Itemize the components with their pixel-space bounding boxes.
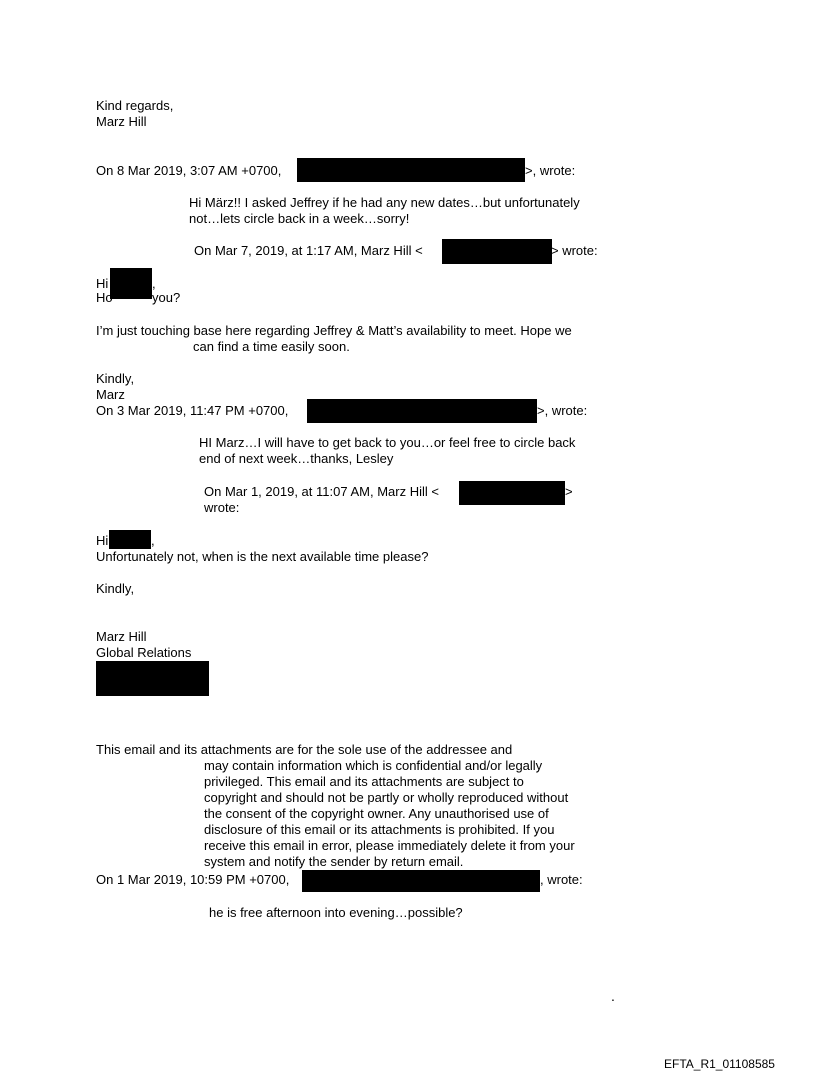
redaction-bar (459, 481, 565, 505)
msg2-signer: Marz (96, 387, 125, 402)
disclaimer-line2: may contain information which is confidential and/or legally (204, 758, 543, 773)
msg2-closing: Kindly, (96, 371, 135, 386)
msg5-header-prefix: On 1 Mar 2019, 10:59 PM +0700, (96, 872, 290, 887)
msg3-body-line1: HI Marz…I will have to get back to you…or feel free to circle back (199, 435, 576, 450)
msg4-closing: Kindly, (96, 581, 135, 596)
disclaimer-line7: receive this email in error, please immediately delete it from your (204, 838, 575, 853)
msg4-header-line2: wrote: (204, 500, 240, 515)
msg2-header-suffix: > wrote: (551, 243, 598, 258)
msg5-body: he is free afternoon into evening…possible? (209, 905, 463, 920)
disclaimer-line5: the consent of the copyright owner. Any unauthorised use of (204, 806, 549, 821)
redaction-bar (307, 399, 537, 423)
msg3-body-line2: end of next week…thanks, Lesley (199, 451, 394, 466)
redaction-bar (109, 530, 151, 549)
msg4-sig-name: Marz Hill (96, 629, 147, 644)
disclaimer-line3: privileged. This email and its attachments are subject to (204, 774, 524, 789)
msg2-greeting: Hi (96, 276, 109, 291)
stray-dot: . (611, 988, 615, 1004)
msg3-header-suffix: >, wrote: (537, 403, 588, 418)
msg4-header-suffix: > (565, 484, 573, 499)
msg2-howare-fragment: Ho (96, 290, 113, 305)
msg4-greeting-comma: , (151, 533, 155, 548)
msg2-greeting-comma: , (152, 276, 156, 291)
disclaimer-line6: disclosure of this email or its attachments is prohibited. If you (204, 822, 555, 837)
redaction-bar (302, 870, 540, 892)
msg4-sig-title: Global Relations (96, 645, 192, 660)
msg2-howare-end: you? (152, 290, 181, 305)
redaction-bar (110, 268, 152, 299)
msg2-body-line2: can find a time easily soon. (193, 339, 350, 354)
msg1-header-suffix: >, wrote: (525, 163, 576, 178)
msg2-header-prefix: On Mar 7, 2019, at 1:17 AM, Marz Hill < (194, 243, 423, 258)
closing-kind-regards: Kind regards, (96, 98, 174, 113)
msg1-body-line1: Hi März!! I asked Jeffrey if he had any new dates…but unfortunately (189, 195, 580, 210)
msg4-body: Unfortunately not, when is the next available time please? (96, 549, 429, 564)
msg2-body-line1: I’m just touching base here regarding Jeffrey & Matt’s availability to meet. Hope we (96, 323, 572, 338)
msg1-header-prefix: On 8 Mar 2019, 3:07 AM +0700, (96, 163, 282, 178)
redaction-bar (96, 661, 209, 696)
msg1-body-line2: not…lets circle back in a week…sorry! (189, 211, 410, 226)
msg4-header-prefix: On Mar 1, 2019, at 11:07 AM, Marz Hill < (204, 484, 439, 499)
disclaimer-line1: This email and its attachments are for the sole use of the addressee and (96, 742, 513, 757)
redaction-bar (442, 239, 552, 264)
msg5-header-suffix: , wrote: (540, 872, 583, 887)
signature-name: Marz Hill (96, 114, 147, 129)
disclaimer-line4: copyright and should not be partly or wholly reproduced without (204, 790, 569, 805)
msg4-greeting: Hi (96, 533, 109, 548)
disclaimer-line8: system and notify the sender by return email. (204, 854, 464, 869)
document-id: EFTA_R1_01108585 (664, 1057, 775, 1071)
msg3-header-prefix: On 3 Mar 2019, 11:47 PM +0700, (96, 403, 289, 418)
redaction-bar (297, 158, 525, 182)
